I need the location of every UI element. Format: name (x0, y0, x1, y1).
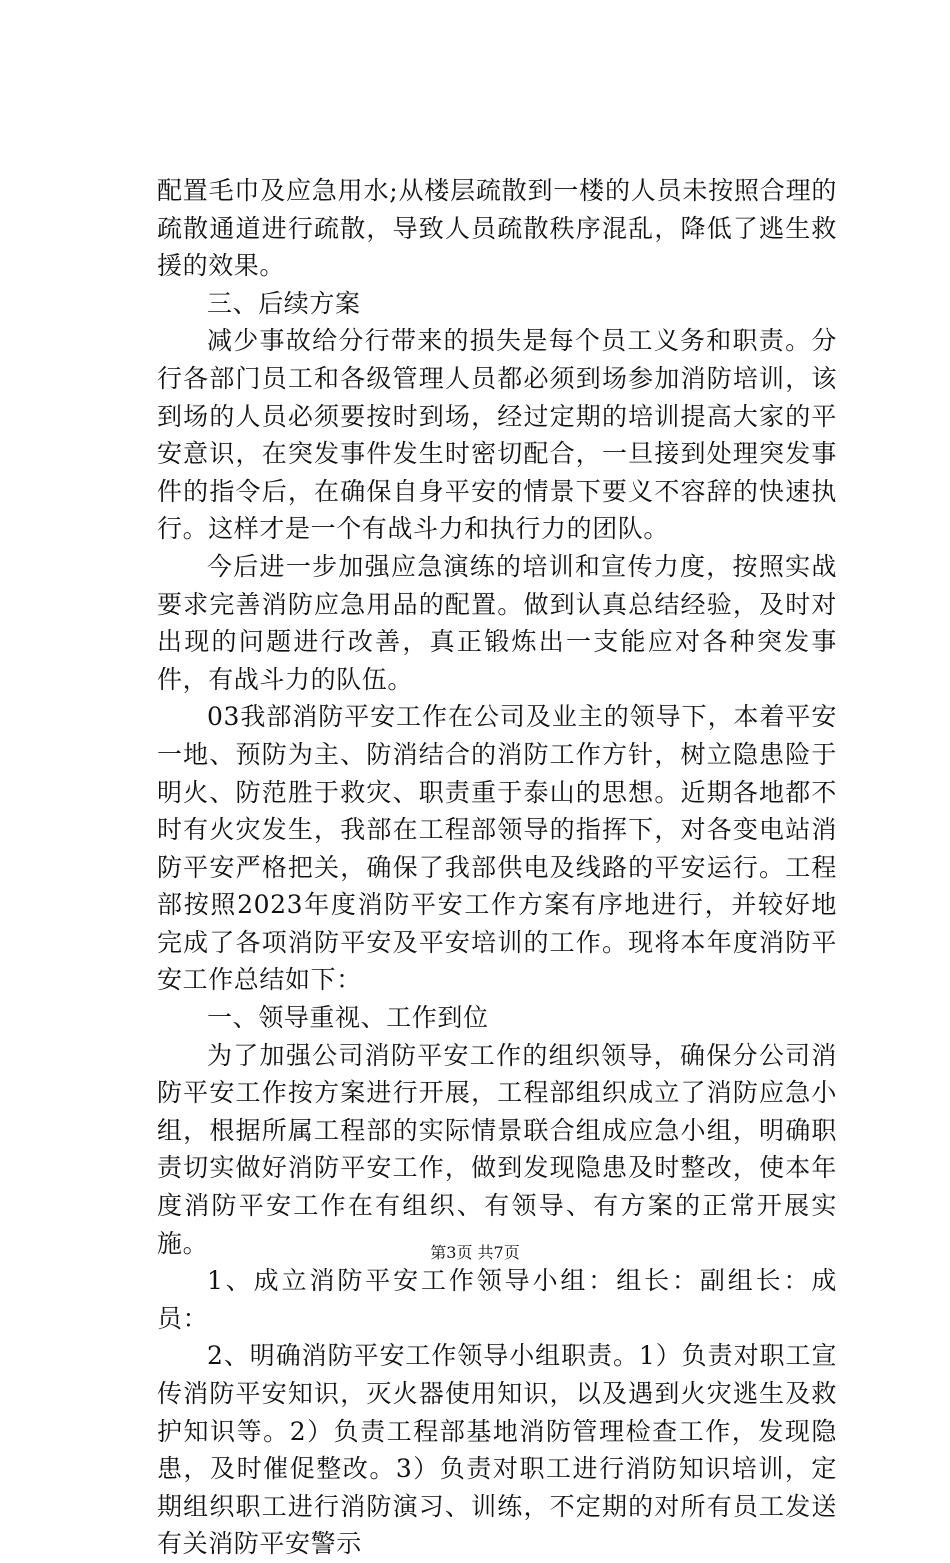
page-number-footer: 第3页 共7页 (430, 1243, 520, 1262)
paragraph: 为了加强公司消防平安工作的组织领导，确保分公司消防平安工作按方案进行开展，工程部组织成立了消防应急小组，根据所属工程部的实际情景联合组成应急小组，明确职责切实做好消防平安工作，做到发现隐患及时整改，使本年度消防平安工作在有组织、有领导、有方案的正常开展实施。 (157, 1040, 837, 1258)
paragraph: 减少事故给分行带来的损失是每个员工义务和职责。分行各部门员工和各级管理人员都必须到场参加消防培训，该到场的人员必须要按时到场，经过定期的培训提高大家的平安意识，在突发事件发生时密切配合，一旦接到处理突发事件的指令后，在确保自身平安的情景下要义不容辞的快速执行。这样才是一个有战斗力和执行力的团队。 (157, 326, 837, 544)
paragraph: 1、成立消防平安工作领导小组：组长：副组长：成员： (157, 1266, 837, 1333)
section-heading: 三、后续方案 (207, 288, 361, 318)
document-body (157, 172, 837, 1563)
paragraph: 03我部消防平安工作在公司及业主的领导下，本着平安一地、预防为主、防消结合的消防工作方针，树立隐患险于明火、防范胜于救灾、职责重于泰山的思想。近期各地都不时有火灾发生，我部在工程部领导的指挥下，对各变电站消防平安严格把关，确保了我部供电及线路的平安运行。工程部按照2023年度消防平安工作方案有序地进行，并较好地完成了各项消防平安及平安培训的工作。现将本年度消防平安工作总结如下： (157, 702, 837, 995)
paragraph: 今后进一步加强应急演练的培训和宣传力度，按照实战要求完善消防应急用品的配置。做到认真总结经验，及时对出现的问题进行改善，真正锻炼出一支能应对各种突发事件，有战斗力的队伍。 (157, 551, 837, 694)
paragraph: 2、明确消防平安工作领导小组职责。1）负责对职工宣传消防平安知识，灭火器使用知识，以及遇到火灾逃生及救护知识等。2）负责工程部基地消防管理检查工作，发现隐患，及时催促整改。3）负责对职工进行消防知识培训，定期组织职工进行消防演习、训练，不定期的对所有员工发送有关消防平安警示 (157, 1341, 837, 1559)
section-heading: 一、领导重视、工作到位 (207, 1003, 489, 1033)
paragraph: 配置毛巾及应急用水;从楼层疏散到一楼的人员未按照合理的疏散通道进行疏散，导致人员疏散秩序混乱，降低了逃生救援的效果。 (157, 176, 837, 281)
